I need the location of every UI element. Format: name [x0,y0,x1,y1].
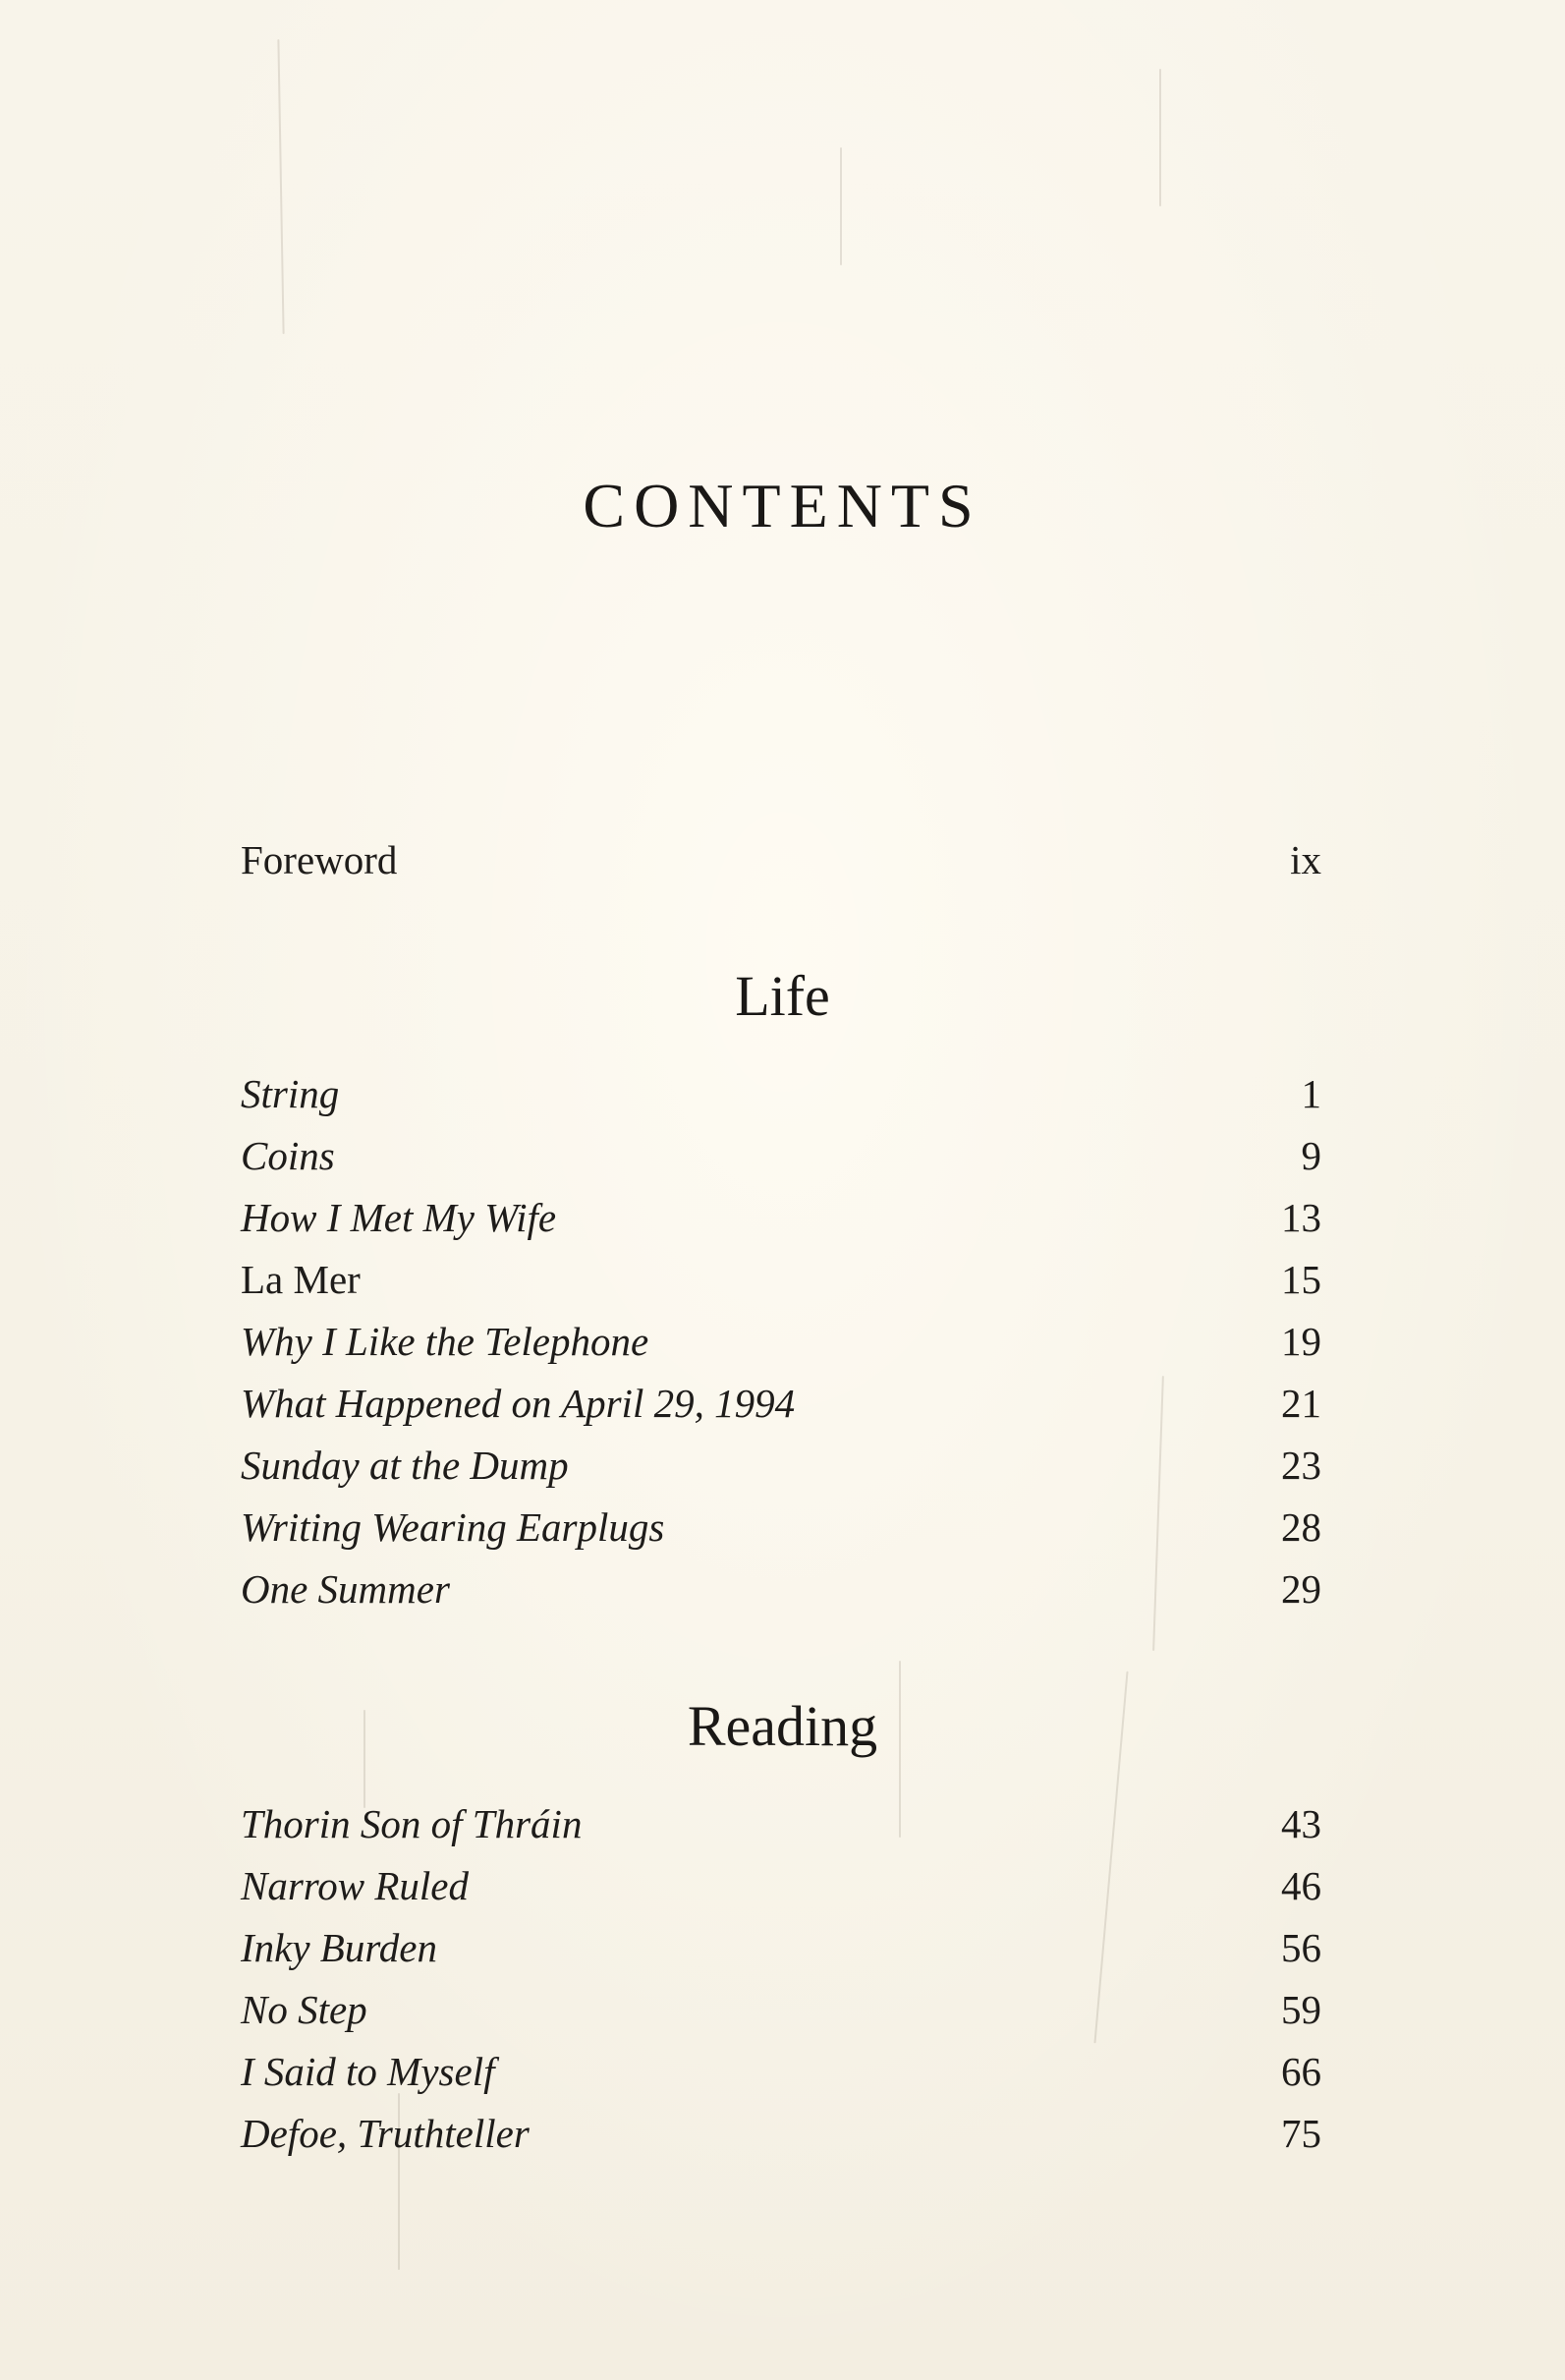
paper-scratch [277,39,284,334]
toc-entry[interactable] [241,1980,1321,2039]
toc-entry[interactable] [241,1250,1321,1309]
toc-entry-page: 1 [1301,1071,1321,1116]
toc-entry-label: Sunday at the Dump [241,1443,569,1488]
page-title: CONTENTS [583,470,982,540]
toc-entry-page: 66 [1281,2049,1321,2094]
toc-entry-foreword[interactable] [241,830,1321,889]
toc-entry-label: Defoe, Truthteller [241,2111,530,2156]
toc-entry[interactable] [241,1312,1321,1371]
toc-entry-page: 21 [1281,1381,1321,1426]
toc-entry-page: 28 [1281,1504,1321,1550]
toc-entry[interactable] [241,2104,1321,2163]
toc-entry-page: 75 [1281,2111,1321,2156]
toc-entry-page: 15 [1281,1257,1321,1302]
paper-scratch [1159,69,1161,206]
toc-entry-page: 43 [1281,1801,1321,1846]
toc-entry-page: 46 [1281,1863,1321,1908]
toc-entry-page: 56 [1281,1925,1321,1970]
toc-entry-label: One Summer [241,1566,450,1612]
toc-entry-label: Inky Burden [241,1925,437,1970]
toc-entry-label: Why I Like the Telephone [241,1319,649,1364]
toc-entry-label: No Step [241,1987,367,2032]
toc-entry[interactable] [241,1918,1321,1977]
section-heading-reading: Reading [687,1694,878,1758]
paper-scratch [840,147,842,265]
toc-entry-label: Thorin Son of Thráin [241,1801,583,1846]
toc-entry-label: Narrow Ruled [241,1863,469,1908]
toc-entry[interactable] [241,2042,1321,2101]
toc-entry-page: 19 [1281,1319,1321,1364]
toc-entry[interactable] [241,1126,1321,1185]
section-heading-life: Life [735,964,830,1028]
toc-entry[interactable] [241,1374,1321,1433]
toc-entry-page: ix [1290,837,1321,882]
toc-entry-label: Coins [241,1133,335,1178]
toc-entry[interactable] [241,1559,1321,1618]
toc-entry-label: How I Met My Wife [241,1195,557,1240]
toc-entry-label: I Said to Myself [241,2049,495,2094]
toc-entry[interactable] [241,1188,1321,1247]
toc-entry-label: Writing Wearing Earplugs [241,1504,665,1550]
toc-entry-page: 29 [1281,1566,1321,1612]
toc-entry[interactable] [241,1436,1321,1495]
toc-entry-page: 23 [1281,1443,1321,1488]
toc-entry[interactable] [241,1856,1321,1915]
toc-entry[interactable] [241,1498,1321,1557]
toc-entry[interactable] [241,1064,1321,1123]
toc-entry-page: 9 [1301,1133,1321,1178]
toc-entry[interactable] [241,1794,1321,1853]
toc-entry-label: What Happened on April 29, 1994 [241,1381,796,1426]
toc-entry-page: 59 [1281,1987,1321,2032]
toc-entry-label: La Mer [241,1257,361,1302]
toc-entry-label: Foreword [241,837,398,882]
toc-entry-label: String [241,1071,340,1116]
toc-entry-page: 13 [1281,1195,1321,1240]
